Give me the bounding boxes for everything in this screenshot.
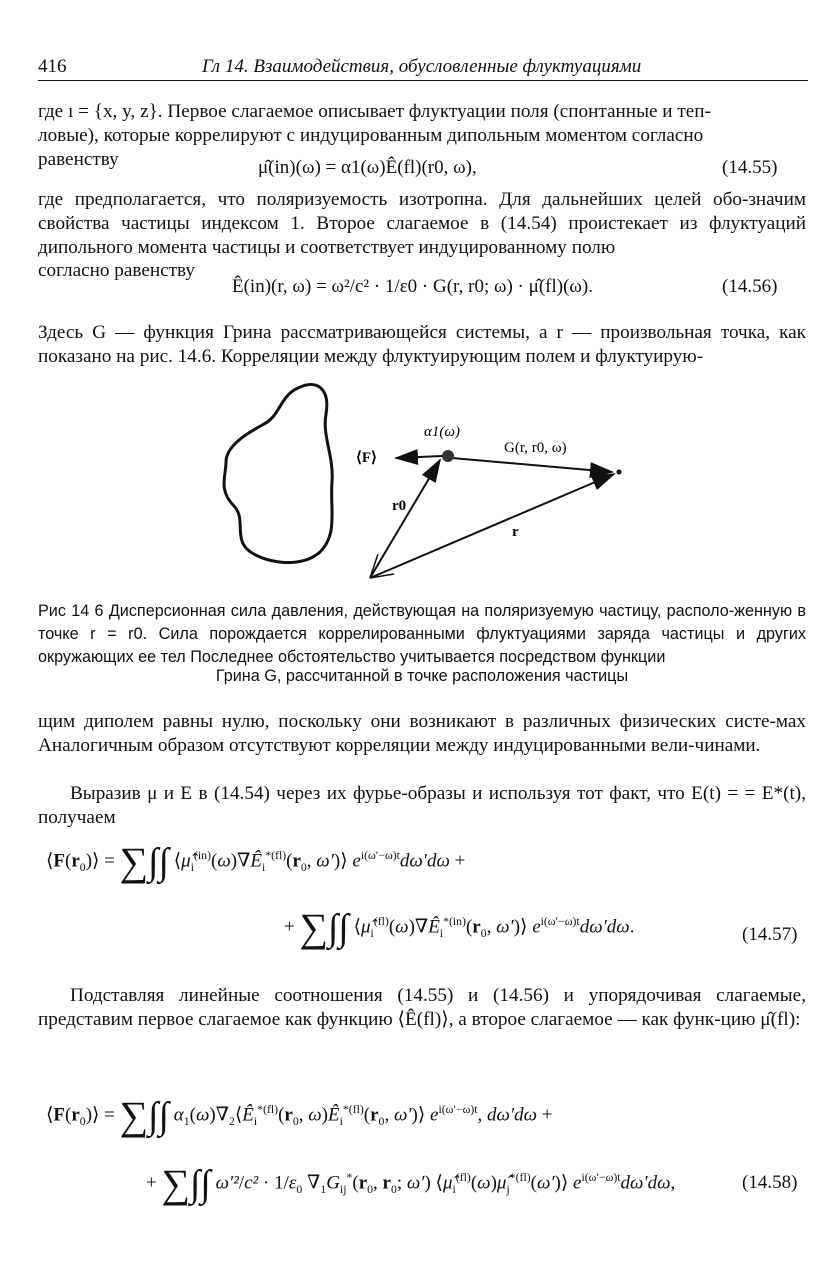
p2-text: где предполагается, что поляризуемость изотропна. Для дальнейших целей обо-значим свойства частицы индексом 1. Второе слагаемое в (14.54) проистекает из флуктуаций дипольного момента частицы и соответствует индуцированному полю — [38, 189, 806, 258]
p2-last: согласно равенству — [38, 260, 196, 282]
label-alpha: α1(ω) — [424, 424, 460, 440]
header-rule — [38, 80, 808, 81]
paragraph-3 — [38, 321, 806, 369]
running-header — [38, 56, 808, 78]
figure-caption-last-line: Грина G, рассчитанной в точке расположения частицы — [215, 667, 629, 685]
p5-text: Выразив μ и E в (14.54) через их фурье-образы и используя тот факт, что E(t) = = E*(t), получаем — [38, 783, 806, 828]
p4-text: щим диполем равны нулю, поскольку они возникают в различных физических систе-мах Аналогичным образом отсутствуют корреляции между индуцированными вели-чинами. — [38, 711, 806, 756]
label-r: r — [512, 524, 519, 540]
page-number: 416 — [38, 56, 67, 77]
p1-line3: равенству — [38, 148, 119, 170]
paragraph-2 — [38, 188, 806, 283]
chapter-title: Гл 14. Взаимодействия, обусловленные флуктуациями — [202, 56, 642, 77]
point-r — [617, 470, 622, 475]
label-r0: r0 — [392, 498, 407, 514]
paragraph-6 — [38, 984, 806, 1032]
equation-number-14-58: (14.58) — [742, 1172, 798, 1193]
equation-14-56: Ê(in)(r, ω) = ω²/c² · 1/ε0 · G(r, r0; ω) · μ̂(fl)(ω). — [232, 276, 593, 297]
equation-14-58-line2: + ∑∫∫ $\omega'^2/c^2 \cdot 1/\varepsilon_0$ $\nabla_1G_{ij}^*(r_0$, $r_0$; ω′) $⟨\mû_i^{(fl)}(\omega)\mû_j^{*(fl)}(\omega')⟩$ $e^{i(\omega'-\omega)t}d\omega'd\omega$, — [146, 1161, 676, 1206]
figure-caption: Рис 14 6 Дисперсионная сила давления, действующая на поляризуемую частицу, располо-женную в точке r = r0. Сила порождается коррелированными флуктуациями заряда частицы и других окружающих ее тел Последнее обстоятельство учитывается посредством функции — [38, 602, 806, 666]
force-vector — [396, 456, 442, 458]
paragraph-4 — [38, 710, 806, 758]
paragraph-5 — [38, 782, 806, 830]
particle — [442, 450, 454, 462]
equation-14-57-line1: $⟨F(r_0)⟩$ = ∑∫∫ $⟨\mû_i^{(in)}(\omega)\nabla Ê_i^{*(fl)}(r_0$, ω′)⟩ $e^{i(\omega'-\omega)t}d\omega'd\omega$ + — [46, 839, 466, 884]
p1-line2: ловые), которые коррелируют с индуцированным дипольным моментом согласно — [38, 124, 704, 146]
G-vector — [452, 458, 612, 472]
r-vector — [370, 474, 614, 578]
label-F: ⟨F⟩ — [356, 450, 377, 466]
p6-text: Подставляя линейные соотношения (14.55) и (14.56) и упорядочивая слагаемые, представим первое слагаемое как функцию ⟨Ê(fl)⟩, а второе слагаемое — как функ-цию μ̂(fl): — [38, 985, 806, 1030]
equation-14-57-line2: + ∑∫∫ $⟨\mû_i^{(fl)}(\omega)\nabla Ê_i^{*(in)}(r_0$, ω′)⟩ $e^{i(\omega'-\omega)t}d\omega'd\omega$. — [284, 905, 635, 950]
equation-14-58-line1: $⟨F(r_0)⟩$ = ∑∫∫ $\alpha_1(\omega)\nabla_2⟨Ê_i^{*(fl)}(r_0$, $\omega)Ê_i^{*(fl)}(r_0$, ω′)⟩ $e^{i(\omega'-\omega)t}$, dω′dω + — [46, 1093, 553, 1138]
equation-number-14-55: (14.55) — [722, 157, 778, 178]
equation-number-14-57: (14.57) — [742, 924, 798, 945]
equation-14-55: μ̂(in)(ω) = α1(ω)Ê(fl)(r0, ω), — [258, 157, 477, 178]
r0-vector — [370, 460, 440, 578]
p3-text: Здесь G — функция Грина рассматривающейся системы, а r — произвольная точка, как показано на рис. 14.6. Корреляции между флуктуирующим полем и флуктуирую- — [38, 322, 806, 367]
body-outline — [224, 384, 332, 562]
p1-line1: где ı = {x, y, z}. Первое слагаемое описывает флуктуации поля (спонтанные и теп- — [38, 101, 711, 122]
label-G: G(r, r0, ω) — [504, 440, 567, 456]
equation-number-14-56: (14.56) — [722, 276, 778, 297]
figure-14-6 — [200, 378, 640, 593]
